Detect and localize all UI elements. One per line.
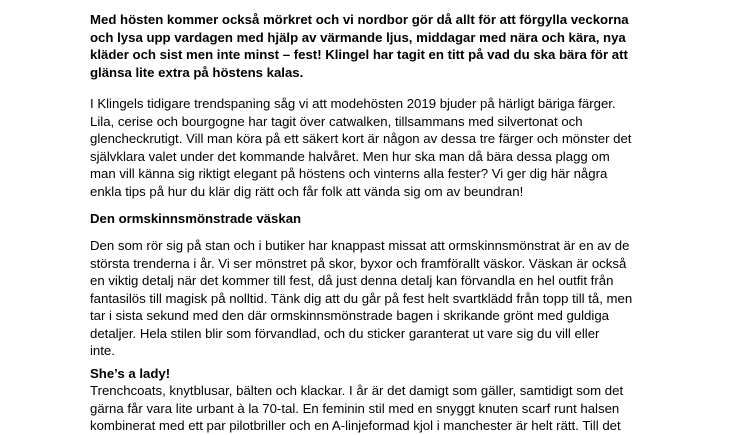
text-line: fantasilös till magisk på nolltid. Tänk dig att du går på fest helt svartklädd från topp till tå, men: [90, 290, 633, 306]
text-line: kläder och sist men inte minst – fest! Klingel har tagit en titt på vad du ska bära för att: [90, 47, 628, 62]
text-line: största trenderna i år. Vi ser mönstret på skor, byxor och framförallt väskor. Väskan är också: [90, 255, 627, 271]
section-heading-snakeskin-bag: Den ormskinnsmönstrade väskan: [90, 211, 302, 226]
text-line: kombinerat med ett par pilotbriller och en A-linjeformad kjol i manchester är helt rätt. Till det: [90, 418, 621, 433]
text-line: och lysa upp vardagen med hjälp av värmande ljus, middagar med nära och kära, nya: [90, 29, 626, 45]
text-line: självklara valet under det kommande halvåret. Men hur ska man då bära dessa plagg om: [90, 148, 610, 164]
text-line: en viktig detalj när det kommer till fest, då just denna detalj kan förvandla en hel outfit från: [90, 273, 614, 288]
text-line: man vill känna sig riktigt elegant på höstens och vinterns alla fester? Vi ger dig här några: [90, 166, 608, 181]
text-line: I Klingels tidigare trendspaning såg vi att modehösten 2019 bjuder på härligt bäriga färger.: [90, 96, 616, 111]
text-line: gärna får vara lite urbant à la 70-tal. En feminin stil med en snyggt knuten scarf runt halsen: [90, 400, 620, 416]
text-line: Trenchcoats, knytblusar, bälten och klackar. I år är det damigt som gäller, samtidigt som det: [90, 383, 624, 398]
text-line: enkla tips på hur du klär dig rätt och får folk att vända sig om av beundran!: [90, 183, 524, 199]
text-line: glencheckrutigt. Vill man köra på ett säkert kort är någon av dessa tre färger och mönster det: [90, 131, 632, 146]
text-line: detaljer. Hela stilen blir som förvandlad, och du sticker garanterat ut vare sig du vill eller: [90, 325, 600, 341]
intro-paragraph: [90, 11, 629, 81]
text-line: glänsa lite extra på höstens kalas.: [90, 64, 304, 80]
section-heading-lady: She’s a lady!: [90, 366, 171, 381]
body-paragraph-snakeskin-bag: [90, 237, 632, 360]
body-paragraph-lady: [90, 382, 623, 435]
body-paragraph-trends: [90, 95, 631, 200]
text-line: Med hösten kommer också mörkret och vi nordbor gör då allt för att förgylla veckorna: [90, 12, 629, 27]
text-line: Lila, cerise och bourgogne har tagit över catwalken, tillsammans med silvertonat och: [90, 113, 583, 129]
text-line: Den som rör sig på stan och i butiker har knappast missat att ormskinnsmönstrat är en av de: [90, 238, 630, 253]
text-line: inte.: [90, 343, 115, 358]
text-line: tar i sista sekund med den där ormskinnsmönstrade bagen i skrikande grönt med guldiga: [90, 308, 609, 323]
